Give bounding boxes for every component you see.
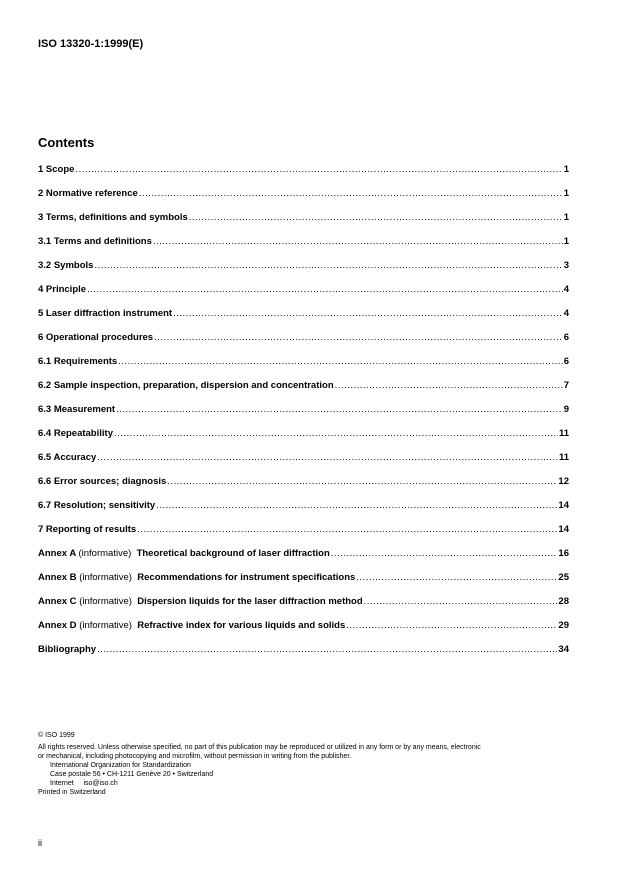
annex-type: (informative) — [79, 620, 132, 631]
toc-entry-label: 6.5 Accuracy — [38, 452, 97, 463]
toc-entry-page: 6 — [563, 332, 569, 343]
table-of-contents — [38, 164, 569, 668]
copyright-notice — [38, 731, 583, 797]
copyright-line: © ISO 1999 — [38, 732, 75, 739]
toc-entry-page: 12 — [558, 476, 569, 487]
toc-entry-6-7-resolution[interactable] — [38, 500, 569, 524]
toc-entry-page: 16 — [558, 548, 569, 559]
toc-annex-d[interactable] — [38, 620, 569, 644]
toc-entry-page: 1 — [563, 164, 569, 175]
toc-entry-label: 6.4 Repeatability — [38, 428, 113, 439]
toc-leader-dots — [139, 188, 563, 199]
toc-entry-page: 7 — [563, 380, 569, 391]
toc-leader-dots — [335, 380, 563, 391]
toc-leader-dots — [75, 164, 562, 175]
document-id: ISO 13320-1:1999(E) — [38, 38, 144, 50]
toc-leader-dots — [173, 308, 563, 319]
printed-in: Printed in Switzerland — [38, 789, 106, 796]
toc-leader-dots — [331, 548, 558, 559]
annex-type: (informative) — [78, 548, 132, 559]
toc-entry-1-scope[interactable] — [38, 164, 569, 188]
toc-leader-dots — [114, 428, 558, 439]
toc-entry-6-4-repeatability[interactable] — [38, 428, 569, 452]
toc-entry-6-1-requirements[interactable] — [38, 356, 569, 380]
toc-entry-label: 1 Scope — [38, 164, 75, 175]
toc-leader-dots — [167, 476, 557, 487]
toc-entry-label: 6.7 Resolution; sensitivity — [38, 500, 156, 511]
annex-title: Recommendations for instrument specifications — [137, 572, 356, 583]
toc-leader-dots — [154, 332, 563, 343]
toc-entry-4-principle[interactable] — [38, 284, 569, 308]
toc-entry-6-3-measurement[interactable] — [38, 404, 569, 428]
toc-leader-dots — [97, 452, 558, 463]
toc-entry-label: Bibliography — [38, 644, 97, 655]
annex-title: Theoretical background of laser diffraction — [136, 548, 330, 559]
toc-entry-label: 6.6 Error sources; diagnosis — [38, 476, 167, 487]
toc-annex-label — [38, 620, 345, 631]
toc-entry-label: 5 Laser diffraction instrument — [38, 308, 173, 319]
toc-entry-label: 6.2 Sample inspection, preparation, dispersion and concentration — [38, 380, 334, 391]
toc-entry-page: 29 — [558, 620, 569, 631]
toc-annex-b[interactable] — [38, 572, 569, 596]
toc-entry-page: 4 — [563, 308, 569, 319]
toc-entry-3-1-terms-definitions[interactable] — [38, 236, 569, 260]
toc-leader-dots — [153, 236, 563, 247]
toc-entry-page: 34 — [558, 644, 569, 655]
toc-entry-label: 6 Operational procedures — [38, 332, 154, 343]
toc-entry-label: 3.1 Terms and definitions — [38, 236, 152, 247]
toc-entry-6-5-accuracy[interactable] — [38, 452, 569, 476]
toc-entry-page: 25 — [558, 572, 569, 583]
toc-entry-label: 6.1 Requirements — [38, 356, 118, 367]
annex-title: Dispersion liquids for the laser diffraction method — [137, 596, 363, 607]
toc-leader-dots — [97, 644, 557, 655]
toc-entry-label: 3.2 Symbols — [38, 260, 94, 271]
toc-annex-label — [38, 572, 355, 583]
annex-name: Annex D — [38, 620, 77, 631]
toc-entry-label: 7 Reporting of results — [38, 524, 137, 535]
contents-title: Contents — [38, 135, 95, 150]
toc-leader-dots — [189, 212, 563, 223]
toc-leader-dots — [87, 284, 563, 295]
toc-entry-6-2-sample-inspection[interactable] — [38, 380, 569, 404]
toc-leader-dots — [94, 260, 562, 271]
rights-line-2: or mechanical, including photocopying and microfilm, without permission in writing from the publisher. — [38, 753, 352, 760]
toc-leader-dots — [137, 524, 557, 535]
toc-entry-5-laser-diffraction-instrument[interactable] — [38, 308, 569, 332]
toc-entry-page: 28 — [558, 596, 569, 607]
rights-line-1: All rights reserved. Unless otherwise specified, no part of this publication may be reproduced or utilized in any form or by any means, electronic — [38, 744, 481, 751]
toc-entry-3-2-symbols[interactable] — [38, 260, 569, 284]
toc-annex-label — [38, 596, 363, 607]
annex-type: (informative) — [79, 596, 132, 607]
toc-entry-7-reporting[interactable] — [38, 524, 569, 548]
toc-entry-page: 4 — [563, 284, 569, 295]
toc-entry-page: 11 — [558, 452, 569, 463]
toc-entry-page: 14 — [558, 500, 569, 511]
annex-name: Annex B — [38, 572, 77, 583]
toc-entry-2-normative-reference[interactable] — [38, 188, 569, 212]
org-address: Case postale 56 • CH-1211 Genève 20 • Switzerland — [50, 771, 214, 778]
toc-leader-dots — [346, 620, 557, 631]
toc-entry-page: 6 — [563, 356, 569, 367]
annex-name: Annex C — [38, 596, 77, 607]
toc-entry-label: 6.3 Measurement — [38, 404, 116, 415]
toc-entry-page: 9 — [563, 404, 569, 415]
toc-bibliography[interactable] — [38, 644, 569, 668]
toc-entry-6-operational-procedures[interactable] — [38, 332, 569, 356]
toc-entry-page: 1 — [563, 188, 569, 199]
org-internet: Internet iso@iso.ch — [50, 780, 118, 787]
toc-leader-dots — [364, 596, 558, 607]
toc-entry-3-terms[interactable] — [38, 212, 569, 236]
toc-annex-c[interactable] — [38, 596, 569, 620]
toc-entry-page: 3 — [563, 260, 569, 271]
toc-entry-page: 1 — [563, 212, 569, 223]
annex-type: (informative) — [79, 572, 132, 583]
toc-leader-dots — [118, 356, 563, 367]
toc-entry-label: 4 Principle — [38, 284, 87, 295]
annex-title: Refractive index for various liquids and solids — [137, 620, 346, 631]
org-name: International Organization for Standardization — [50, 762, 191, 769]
toc-annex-label — [38, 548, 330, 559]
toc-leader-dots — [156, 500, 557, 511]
toc-entry-6-6-error-sources[interactable] — [38, 476, 569, 500]
toc-entry-label: 3 Terms, definitions and symbols — [38, 212, 188, 223]
page-number: ii — [38, 838, 42, 848]
toc-annex-a[interactable] — [38, 548, 569, 572]
toc-entry-label: 2 Normative reference — [38, 188, 138, 199]
toc-leader-dots — [356, 572, 557, 583]
annex-name: Annex A — [38, 548, 76, 559]
toc-entry-page: 11 — [558, 428, 569, 439]
toc-entry-page: 14 — [558, 524, 569, 535]
toc-leader-dots — [116, 404, 563, 415]
toc-entry-page: 1 — [563, 236, 569, 247]
